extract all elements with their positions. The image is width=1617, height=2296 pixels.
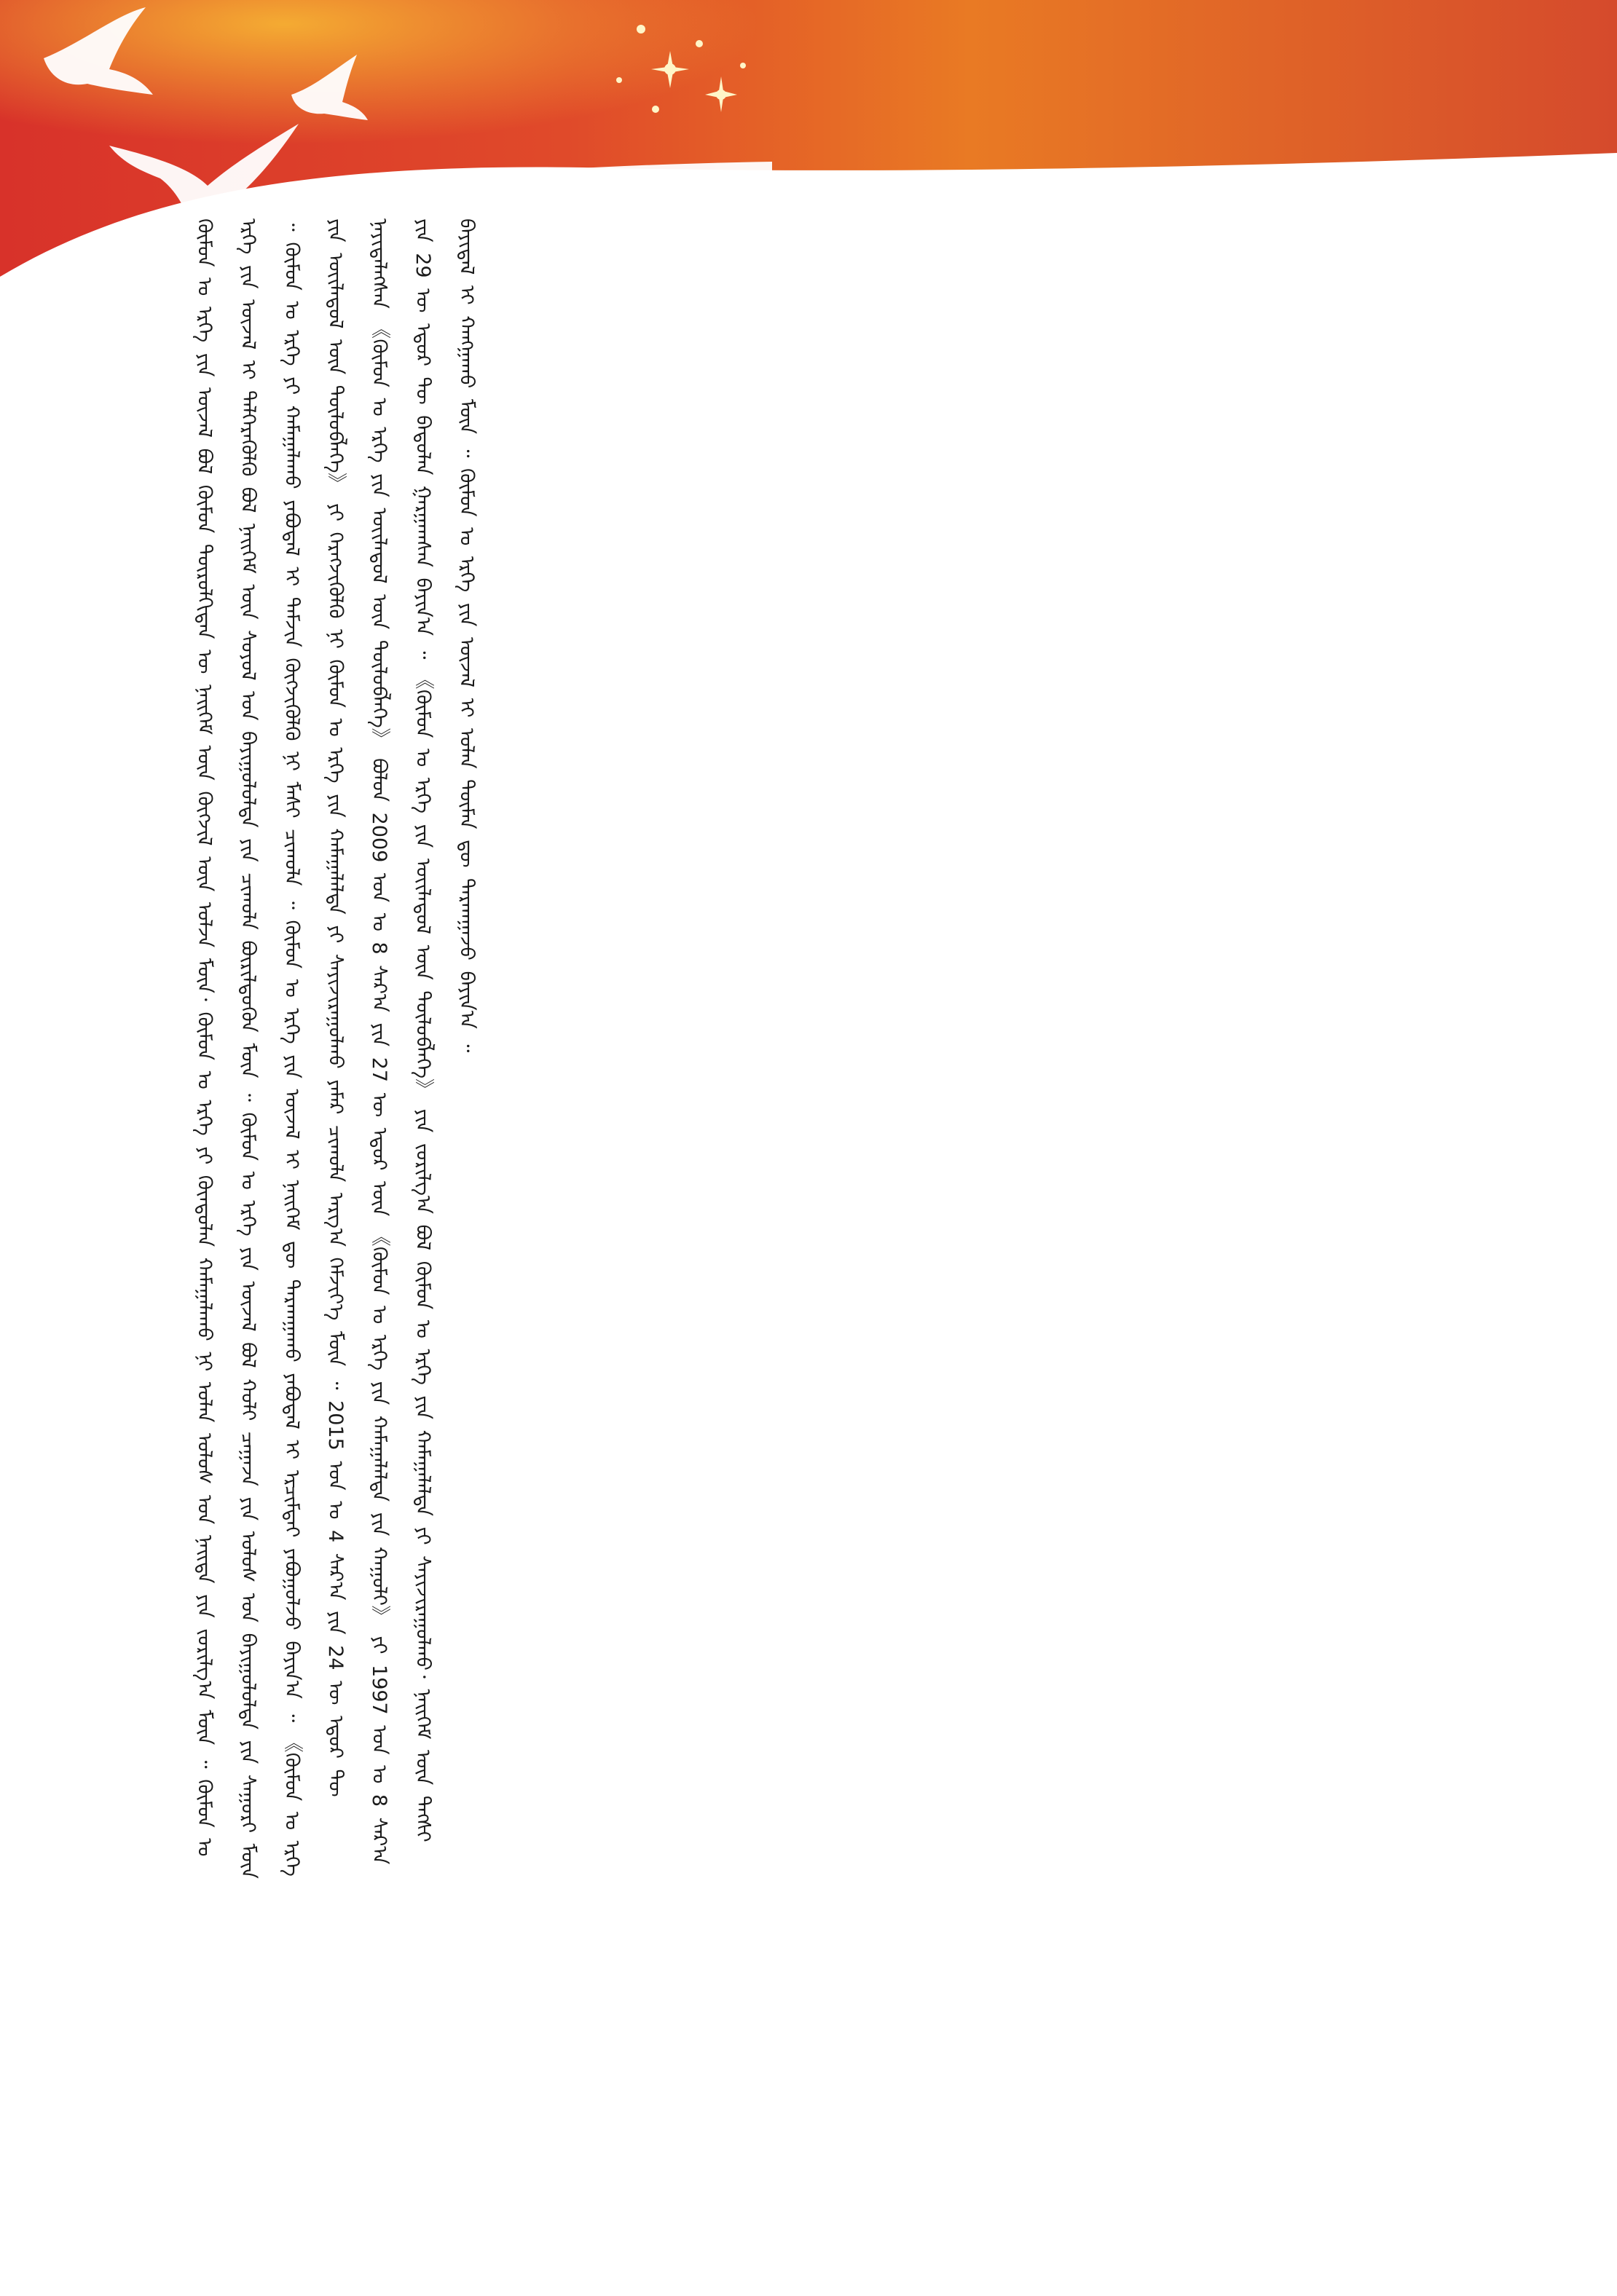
paragraph: ᠬᠦᠮᠦᠨ ᠤ ᠡᠷᠬᠡ ᠶᠢᠨ ᠦᠵᠡᠯ ᠪᠣᠯ ᠬᠦᠮᠦᠨ ᠲᠥᠷᠦᠯᠬᠢᠲᠡᠨ ᠦ ᠨᠡᠢᠭᠡᠮ ᠦᠨ ᠬᠥᠭᠵᠢᠯ ᠦᠨ ᠣᠯᠵᠠ ᠮᠥᠨ᠂ ᠬᠦᠮᠦᠨ ᠤ ᠡᠷᠬᠡ ᠶᠢ ᠬᠦᠨᠳᠦᠯᠡᠨ ᠬᠠᠮᠠᠭᠠᠯᠠᠬᠤ ᠨᠢ ᠣᠯᠠᠨ ᠤᠯᠤᠰ ᠤᠨ ᠨᠡᠢᠲᠡ ᠶᠢᠨ ᠵᠣᠷᠢᠯᠭ᠎ᠠ ᠮᠥᠨ ᠃ ᠬᠦᠮᠦᠨ ᠤ ᠡᠷᠬᠡ ᠶᠢᠨ ᠦᠵᠡᠯ ᠢ ᠳᠡᠯᠭᠡᠷᠡᠭᠦᠯᠬᠦ ᠪᠣᠯ ᠨᠡᠢᠭᠡᠮ ᠦᠨ ᠰᠣᠶᠣᠯ ᠤᠨ ᠪᠠᠶᠢᠭᠤᠯᠤᠯᠲᠠ ᠶᠢᠨ ᠴᠢᠬᠤᠯᠠ ᠪᠦᠷᠢᠯᠳᠦᠬᠦᠨ ᠮᠥᠨ ᠃ bbox=[193, 218, 259, 1857]
paragraph: 《ᠬᠦᠮᠦᠨ ᠤ ᠡᠷᠬᠡ ᠶᠢᠨ ᠦᠢᠯᠡᠳᠦᠯ ᠦᠨ ᠲᠥᠯᠦᠪᠯᠡᠭᠡ》 ᠶᠢᠨ ᠵᠣᠷᠢᠯᠭ᠎ᠠ ᠪᠣᠯ ᠬᠦᠮᠦᠨ ᠤ ᠡᠷᠬᠡ ᠶᠢᠨ ᠬᠠᠮᠠᠭᠠᠯᠠᠯᠲᠠ ᠶᠢ ᠰᠠᠶᠢᠵᠢᠷᠠᠭᠤᠯᠬᠤ᠂ ᠨᠡᠢᠭᠡᠮ ᠦᠨ ᠲᠡᠭᠰᠢ ᠪᠠᠶᠢᠳᠠᠯ ᠢ ᠬᠠᠩᠭᠠᠬᠤ ᠮᠥᠨ ᠃ ᠬᠦᠮᠦᠨ ᠤ ᠡᠷᠬᠡ ᠶᠢᠨ ᠦᠵᠡᠯ ᠢ ᠣᠯᠠᠨ ᠲᠦᠮᠡᠨ ᠳᠦ ᠲᠠᠷᠬᠠᠭᠠᠵᠤ ᠪᠠᠶᠢᠨ᠎ᠠ ᠃ bbox=[412, 218, 478, 1842]
document-body bbox=[182, 218, 1377, 1893]
paragraph: 《ᠬᠦᠮᠦᠨ ᠤ ᠡᠷᠬᠡ ᠶᠢᠨ ᠦᠢᠯᠡᠳᠦᠯ ᠦᠨ ᠲᠥᠯᠦᠪᠯᠡᠭᠡ》 ᠶᠢ ᠬᠡᠷᠡᠭᠵᠢᠭᠦᠯᠬᠦ ᠨᠢ ᠬᠦᠮᠦᠨ ᠤ ᠡᠷᠬᠡ ᠶᠢᠨ ᠬᠠᠮᠠᠭᠠᠯᠠᠯᠲᠠ ᠶᠢ ᠰᠠᠶᠢᠵᠢᠷᠠᠭᠤᠯᠬᠤ ᠶᠠᠮᠠᠷ ᠴᠢᠬᠤᠯᠠ ᠠᠷᠭ᠎ᠠ ᠬᠡᠮᠵᠢᠶ᠎ᠡ ᠮᠥᠨ ᠃ bbox=[280, 218, 347, 1877]
banner-glow bbox=[0, 0, 947, 240]
paragraph: ᠬᠦᠮᠦᠨ ᠤ ᠡᠷᠬᠡ ᠶᠢᠨ ᠦᠵᠡᠯ ᠪᠣᠯ ᠬᠤᠯᠢ ᠴᠠᠭᠠᠵᠠ ᠶᠢᠨ ᠤᠯᠤᠰ ᠤᠨ ᠪᠠᠶᠢᠭᠤᠯᠤᠯᠲᠠ ᠶᠢᠨ ᠰᠠᠭᠤᠷᠢ ᠮᠥᠨ ᠃ ᠬᠦᠮᠦᠨ ᠤ ᠡᠷᠬᠡ ᠶᠢ ᠬᠠᠮᠠᠭᠠᠯᠠᠬᠤ ᠶᠠᠪᠤᠳᠠᠯ ᠢ ᠳᠡᠮᠵᠢᠨ ᠬᠥᠭᠵᠢᠭᠦᠯᠬᠦ ᠨᠢ ᠮᠠᠰᠢ ᠴᠢᠬᠤᠯᠠ ᠃ ᠬᠦᠮᠦᠨ ᠤ ᠡᠷᠬᠡ ᠶᠢᠨ ᠦᠵᠡᠯ ᠢ ᠨᠡᠢᠭᠡᠮ ᠳᠦ ᠲᠠᠷᠬᠠᠭᠠᠬᠤ ᠶᠠᠪᠤᠳᠠᠯ ᠢ ᠡᠷᠴᠢᠮᠲᠡᠢ ᠶᠠᠪᠤᠭᠤᠯᠵᠤ ᠪᠠᠶᠢᠨ᠎ᠠ ᠃ bbox=[237, 218, 303, 1879]
paragraph: 2015 ᠣᠨ ᠤ 4 ᠰᠠᠷ᠎ᠠ ᠶᠢᠨ 24 ᠦ ᠡᠳᠦᠷ ᠲᠦ ᠨᠡᠶᠢᠲᠡᠯᠡᠭᠰᠡᠨ 《ᠬᠦᠮᠦᠨ ᠤ ᠡᠷᠬᠡ ᠶᠢᠨ ᠦᠢᠯᠡᠳᠦᠯ ᠦᠨ ᠲᠥᠯᠦᠪᠯᠡᠭᠡ》 ᠪᠣᠯᠤᠨ 2009 ᠣᠨ ᠤ 8 ᠰᠠᠷ᠎ᠠ ᠶᠢᠨ 27 ᠦ ᠡᠳᠦᠷ ᠦᠨ 《ᠬᠦᠮᠦᠨ ᠤ ᠡᠷᠬᠡ ᠶᠢᠨ ᠬᠠᠮᠠᠭᠠᠯᠠᠯᠲᠠ ᠶᠢᠨ ᠬᠠᠭᠤᠯᠢ》 ᠶᠢ 1997 ᠣᠨ ᠤ 8 ᠰᠠᠷ᠎ᠠ ᠶᠢᠨ 29 ᠦ ᠡᠳᠦᠷ ᠲᠦ ᠪᠠᠲᠤᠯᠠᠨ ᠭᠠᠷᠭᠠᠭᠰᠠᠨ ᠪᠠᠶᠢᠨ᠎ᠠ ᠃ bbox=[324, 218, 434, 1865]
vertical-mongolian-text bbox=[182, 218, 488, 1893]
